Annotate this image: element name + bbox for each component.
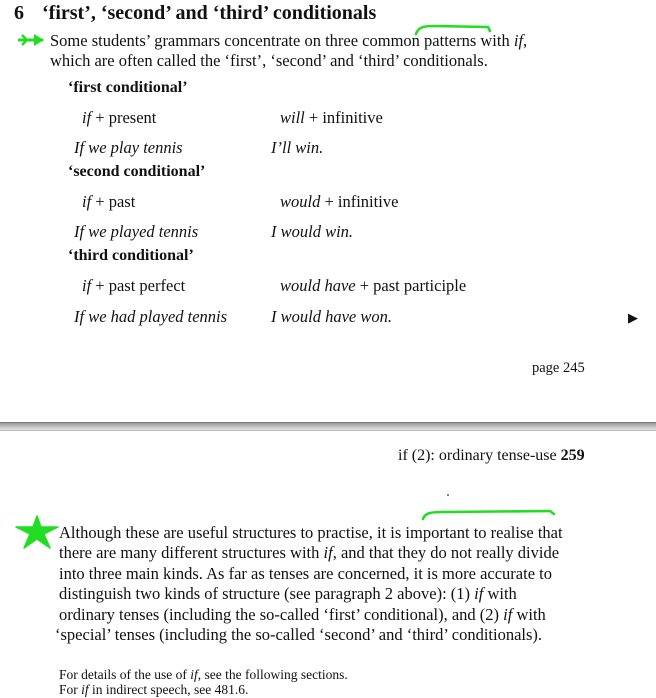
section-title-text: ‘first’, ‘second’ and ‘third’ conditionals — [42, 2, 377, 24]
intro-line-1: Some students’ grammars concentrate on three common patterns with if, — [50, 31, 528, 50]
stray-dot — [447, 494, 449, 496]
continue-arrow-icon[interactable]: ▶ — [628, 311, 638, 326]
paragraph-line-4: distinguish two kinds of structure (see paragraph 2 above): (1) if with — [59, 584, 517, 603]
green-arrow-icon — [18, 33, 46, 47]
second-example-left: If we played tennis — [74, 222, 199, 241]
third-pattern-right: would have + past participle — [280, 276, 467, 295]
running-head — [398, 447, 585, 465]
second-conditional-heading: ‘second conditional’ — [68, 163, 206, 180]
first-pattern-right: will + infinitive — [280, 108, 383, 127]
intro-line-2: which are often called the ‘first’, ‘second’ and ‘third’ conditionals. — [50, 51, 488, 70]
green-star-icon — [14, 514, 60, 550]
second-pattern-left: if + past — [82, 192, 136, 211]
running-head-page: 259 — [560, 447, 585, 464]
running-head-text: if (2): ordinary tense-use — [398, 447, 557, 464]
paragraph-line-3: into three main kinds. As far as tenses are concerned, it is more accurate to — [59, 564, 552, 583]
if-word: if — [513, 31, 524, 50]
section-title — [14, 2, 376, 25]
third-example-left: If we had played tennis — [74, 307, 228, 326]
first-pattern-left: if + present — [82, 108, 157, 127]
paragraph-line-2: there are many different structures with if, and that they do not really divide — [59, 543, 560, 562]
paragraph-line-5: ordinary tenses (including the so-called ‘first’ conditional), and (2) if with — [59, 605, 546, 624]
note-line-2: For if in indirect speech, see 481.6. — [59, 682, 249, 697]
second-pattern-right: would + infinitive — [280, 192, 399, 211]
first-conditional-heading: ‘first conditional’ — [68, 79, 188, 96]
note-line-1: For details of the use of if, see the following sections. — [59, 667, 348, 682]
paragraph-line-6: ‘special’ tenses (including the so-called ‘second’ and ‘third’ conditionals). — [55, 625, 543, 644]
third-conditional-heading: ‘third conditional’ — [68, 247, 194, 264]
top-page-number: page 245 — [532, 360, 585, 376]
section-number: 6 — [14, 2, 24, 24]
first-example-left: If we play tennis — [74, 138, 183, 157]
third-example-right: I would have won. — [271, 307, 392, 326]
paragraph-line-1: Although these are useful structures to practise, it is important to realise that — [59, 523, 563, 542]
green-underline-annotation-2 — [420, 507, 560, 521]
page-divider — [0, 422, 656, 431]
third-pattern-left: if + past perfect — [82, 276, 186, 295]
first-example-right: I’ll win. — [271, 138, 324, 157]
second-example-right: I would win. — [271, 222, 354, 241]
